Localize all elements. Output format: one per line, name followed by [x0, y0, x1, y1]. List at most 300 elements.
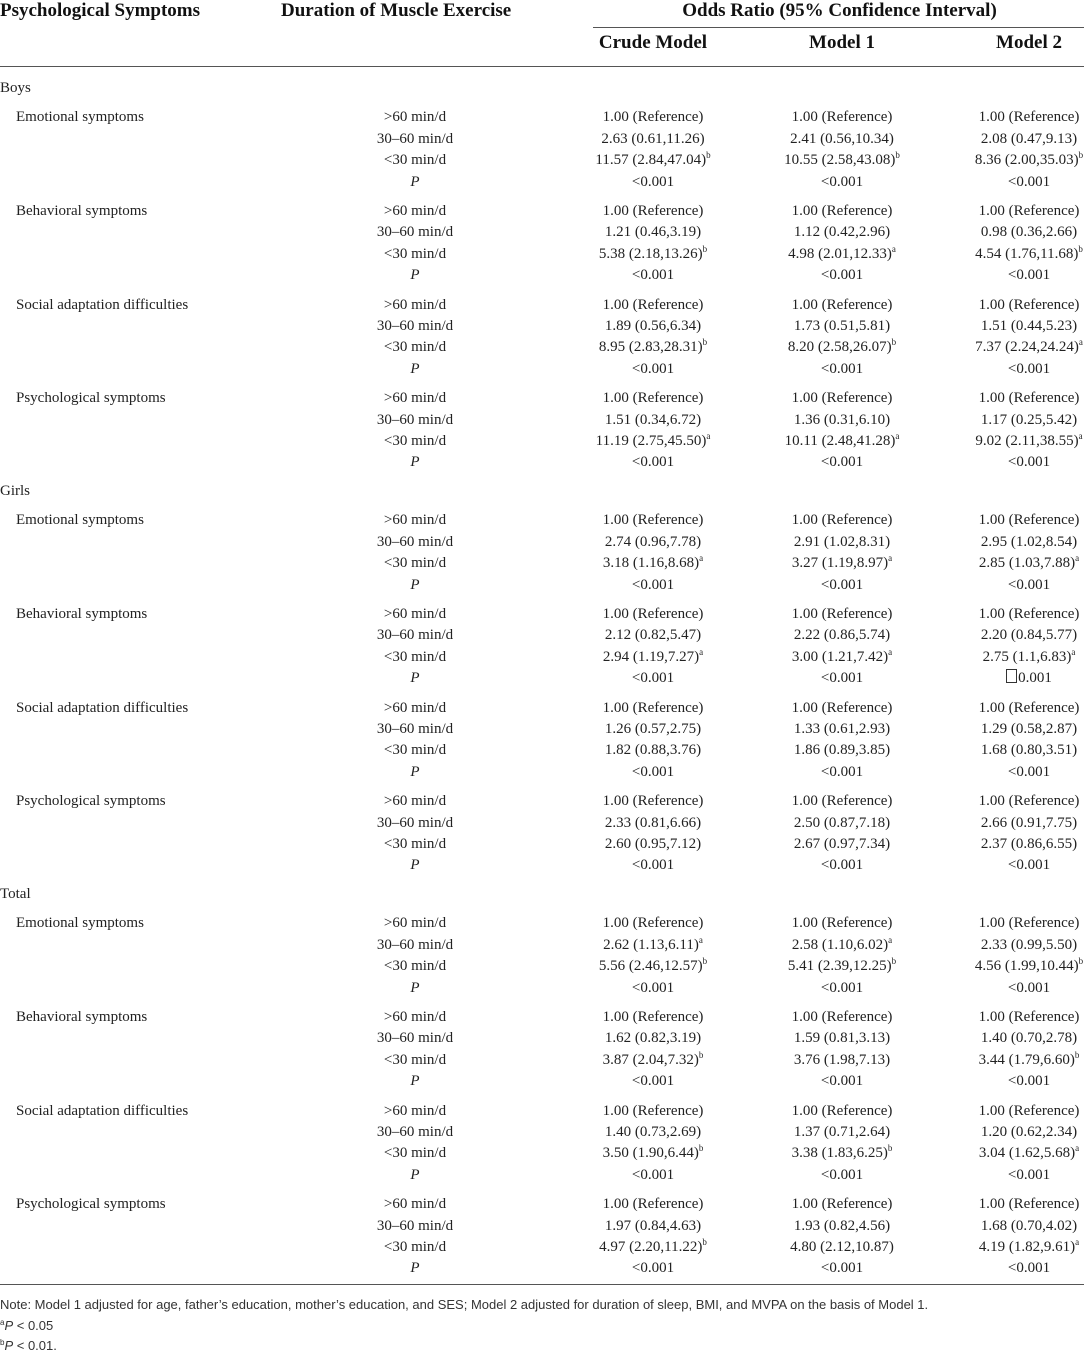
cell-crude	[553, 668, 753, 689]
cell-m2	[929, 575, 1084, 596]
cell-value: 3.50 (1.90,6.44)	[602, 1145, 699, 1162]
significance-marker: b	[706, 150, 711, 161]
cell-crude	[553, 625, 753, 646]
cell-crude	[553, 150, 753, 171]
cell-m1	[742, 855, 942, 876]
cell-value: 1.00 (Reference)	[602, 1196, 704, 1213]
cell-value: 1.00 (Reference)	[978, 1196, 1080, 1213]
cell-m1	[742, 1258, 942, 1279]
cell-m2	[929, 452, 1084, 473]
cell-m2	[929, 150, 1084, 171]
cell-value: 4.98 (2.01,12.33)	[788, 245, 892, 262]
cell-value: <0.001	[631, 1260, 675, 1277]
cell-value: 2.67 (0.97,7.34)	[793, 836, 891, 852]
cell-m2	[929, 978, 1084, 999]
cell-value: <0.001	[631, 1073, 675, 1090]
cell-m1	[742, 935, 942, 956]
cell-m1	[742, 1007, 942, 1028]
cell-m1	[742, 668, 942, 689]
cell-crude	[553, 855, 753, 876]
cell-crude	[553, 388, 753, 409]
cell-crude	[553, 316, 753, 337]
cell-value: 2.60 (0.95,7.12)	[604, 836, 702, 852]
cell-value: 2.08 (0.47,9.13)	[980, 130, 1078, 147]
cell-m2	[929, 222, 1084, 243]
cell-value: <0.001	[1007, 763, 1051, 780]
cell-value: 1.00 (Reference)	[602, 1009, 704, 1025]
duration-cell: 30–60 min/d	[376, 533, 454, 550]
cell-value: 4.80 (2.12,10.87)	[790, 1239, 894, 1255]
cell-m2	[929, 1237, 1084, 1258]
cell-m2	[929, 172, 1084, 193]
cell-m2	[929, 1143, 1084, 1164]
cell-value: <0.001	[631, 454, 675, 471]
significance-marker: b	[702, 243, 708, 254]
cell-crude	[553, 410, 753, 431]
cell-m1	[742, 956, 942, 977]
cell-value: 1.40 (0.73,2.69)	[604, 1124, 702, 1140]
duration-cell: >60 min/d	[383, 793, 447, 810]
cell-m2	[929, 553, 1084, 574]
cell-value: 3.87 (2.04,7.32)	[602, 1051, 699, 1068]
cell-crude	[553, 107, 753, 128]
cell-m1	[742, 129, 942, 150]
duration-cell: 30–60 min/d	[376, 411, 454, 428]
cell-value: 1.00 (Reference)	[978, 793, 1080, 810]
p-label: P	[410, 670, 420, 687]
cell-value: 1.00 (Reference)	[602, 1102, 704, 1119]
cell-crude	[553, 431, 753, 452]
cell-m2	[929, 791, 1084, 812]
significance-marker: b	[702, 1237, 707, 1247]
cell-value: 8.95 (2.83,28.31)	[598, 339, 703, 356]
cell-crude	[553, 834, 753, 855]
duration-cell: 30–60 min/d	[376, 130, 454, 147]
duration-cell: <30 min/d	[383, 245, 447, 262]
duration-cell: 30–60 min/d	[376, 1124, 454, 1140]
significance-marker: b	[1078, 243, 1083, 254]
cell-m1	[742, 107, 942, 128]
p-label: P	[410, 267, 420, 284]
cell-value: 1.00 (Reference)	[602, 606, 704, 622]
header-group-rule	[593, 27, 1084, 28]
cell-m2	[929, 532, 1084, 553]
cell-m2	[929, 762, 1084, 783]
significance-marker: a	[895, 431, 900, 441]
cell-m1	[742, 553, 942, 574]
header-odds-ratio-group: Odds Ratio (95% Confidence Interval)	[682, 0, 997, 21]
cell-value: 4.97 (2.20,11.22)	[599, 1239, 703, 1255]
cell-value: 1.00 (Reference)	[791, 512, 893, 529]
cell-value: 2.94 (1.19,7.27)	[602, 648, 700, 665]
cell-value: 1.00 (Reference)	[791, 390, 893, 407]
significance-marker: a	[1075, 1143, 1080, 1154]
cell-value: 2.50 (0.87,7.18)	[793, 814, 891, 831]
cell-value: <0.001	[820, 670, 864, 687]
cell-value: 5.41 (2.39,12.25)	[787, 958, 892, 975]
cell-value: 2.22 (0.86,5.74)	[793, 627, 891, 644]
cell-crude	[553, 510, 753, 531]
cell-m2	[929, 1258, 1084, 1279]
cell-m1	[742, 337, 942, 358]
cell-m1	[742, 740, 942, 761]
significance-marker: b	[891, 337, 897, 348]
cell-m1	[742, 431, 942, 452]
cell-value: 1.97 (0.84,4.63)	[604, 1217, 702, 1234]
duration-cell: >60 min/d	[383, 699, 447, 716]
cell-value: 1.00 (Reference)	[602, 203, 704, 219]
cell-m1	[742, 1122, 942, 1143]
group-label: Social adaptation difficulties	[16, 1102, 189, 1119]
cell-value: 1.82 (0.88,3.76)	[604, 742, 702, 759]
cell-value: <0.001	[820, 360, 864, 377]
duration-cell: >60 min/d	[383, 1009, 447, 1025]
cell-m1	[742, 1101, 942, 1122]
cell-value: 10.11 (2.48,41.28)	[784, 433, 896, 449]
cell-crude	[553, 935, 753, 956]
duration-cell: <30 min/d	[383, 555, 447, 572]
cell-value: <0.001	[1007, 1166, 1051, 1183]
note-models: Note: Model 1 adjusted for age, father’s education, mother’s education, and SES; Model 2 adjusted for duration of sleep, BMI, and MVPA on the basis of Model 1.	[0, 1297, 929, 1312]
cell-value: <0.001	[820, 1260, 864, 1277]
cell-crude	[553, 1258, 753, 1279]
duration-cell: >60 min/d	[383, 1196, 447, 1213]
cell-value: <0.001	[1007, 173, 1051, 190]
cell-value: 1.00 (Reference)	[791, 1009, 893, 1025]
cell-crude	[553, 1216, 753, 1237]
cell-m2	[929, 740, 1084, 761]
cell-value: 2.66 (0.91,7.75)	[980, 814, 1078, 831]
cell-crude	[553, 532, 753, 553]
cell-m1	[742, 532, 942, 553]
cell-m2	[929, 1122, 1084, 1143]
cell-m2	[929, 1101, 1084, 1122]
cell-value: <0.001	[631, 1166, 675, 1183]
cell-value: 1.29 (0.58,2.87)	[980, 721, 1078, 737]
cell-m2	[929, 1194, 1084, 1215]
cell-m2	[929, 295, 1084, 316]
cell-value: 1.20 (0.62,2.34)	[980, 1124, 1078, 1140]
cell-value: 5.56 (2.46,12.57)	[598, 958, 703, 975]
group-label: Behavioral symptoms	[16, 203, 148, 219]
significance-marker: b	[1074, 1049, 1080, 1060]
cell-crude	[553, 553, 753, 574]
cell-m1	[742, 791, 942, 812]
cell-m2	[929, 668, 1084, 689]
duration-cell: >60 min/d	[383, 915, 447, 932]
cell-m1	[742, 1028, 942, 1049]
missing-glyph-icon	[1006, 669, 1017, 683]
significance-marker: b	[891, 956, 897, 967]
cell-value: 2.37 (0.86,6.55)	[980, 836, 1078, 852]
significance-marker: a	[891, 243, 896, 254]
cell-value: 3.00 (1.21,7.42)	[791, 648, 889, 665]
cell-value: <0.001	[631, 670, 675, 687]
significance-marker: b	[887, 1143, 893, 1154]
cell-value: 2.91 (1.02,8.31)	[793, 533, 891, 550]
cell-value: 1.00 (Reference)	[791, 109, 893, 126]
cell-m1	[742, 604, 942, 625]
cell-m2	[929, 647, 1084, 668]
cell-value: 2.41 (0.56,10.34)	[790, 130, 894, 147]
cell-crude	[553, 1237, 753, 1258]
significance-marker: b	[698, 1049, 704, 1060]
p-label: P	[410, 454, 420, 471]
cell-value: 1.00 (Reference)	[978, 296, 1080, 313]
duration-cell: >60 min/d	[383, 390, 447, 407]
cell-crude	[553, 337, 753, 358]
group-label: Psychological symptoms	[16, 793, 166, 810]
group-label: Emotional symptoms	[16, 109, 144, 126]
cell-m2	[929, 913, 1084, 934]
duration-cell: <30 min/d	[383, 433, 447, 449]
cell-value: 1.86 (0.89,3.85)	[793, 742, 891, 759]
cell-value: 2.75 (1.1,6.83)	[982, 648, 1072, 665]
cell-m1	[742, 1165, 942, 1186]
cell-value: 1.40 (0.70,2.78)	[980, 1030, 1078, 1047]
cell-m2	[929, 337, 1084, 358]
p-label: P	[410, 360, 420, 377]
cell-crude	[553, 604, 753, 625]
header-duration: Duration of Muscle Exercise	[281, 0, 512, 21]
cell-m2	[929, 1007, 1084, 1028]
cell-m2	[929, 813, 1084, 834]
cell-m2	[929, 698, 1084, 719]
duration-cell: <30 min/d	[383, 1239, 447, 1255]
cell-value: 8.20 (2.58,26.07)	[787, 339, 892, 356]
duration-cell: >60 min/d	[383, 296, 447, 313]
cell-m2	[929, 935, 1084, 956]
cell-crude	[553, 978, 753, 999]
header-bottom-rule	[0, 66, 1084, 67]
cell-crude	[553, 452, 753, 473]
cell-value: 2.33 (0.81,6.66)	[604, 814, 702, 831]
cell-m1	[742, 719, 942, 740]
cell-m1	[742, 388, 942, 409]
cell-value: <0.001	[1007, 979, 1051, 996]
duration-cell: <30 min/d	[383, 958, 447, 975]
cell-m1	[742, 625, 942, 646]
significance-marker: a	[699, 646, 704, 657]
cell-value: 1.12 (0.42,2.96)	[793, 224, 891, 241]
cell-value: <0.001	[820, 979, 864, 996]
cell-value: <0.001	[631, 267, 675, 284]
cell-m2	[929, 510, 1084, 531]
cell-value: 3.04 (1.62,5.68)	[978, 1145, 1076, 1162]
cell-m1	[742, 834, 942, 855]
duration-cell: <30 min/d	[383, 1051, 447, 1068]
cell-m2	[929, 1028, 1084, 1049]
cell-crude	[553, 1101, 753, 1122]
cell-value: 1.73 (0.51,5.81)	[793, 318, 891, 334]
cell-value: 3.18 (1.16,8.68)	[602, 555, 700, 572]
significance-marker: a	[1078, 431, 1083, 441]
cell-value: <0.001	[820, 763, 864, 780]
cell-m1	[742, 359, 942, 380]
cell-value: 1.00 (Reference)	[791, 203, 893, 219]
cell-value: <0.001	[1007, 576, 1051, 593]
cell-m1	[742, 762, 942, 783]
cell-crude	[553, 265, 753, 286]
cell-m2	[929, 1050, 1084, 1071]
cell-m1	[742, 244, 942, 265]
cell-value: <0.001	[820, 576, 864, 593]
significance-marker: a	[699, 553, 704, 564]
cell-crude	[553, 575, 753, 596]
significance-marker: b	[702, 337, 708, 348]
cell-value: 1.62 (0.82,3.19)	[604, 1030, 702, 1047]
cell-m2	[929, 956, 1084, 977]
cell-value: 3.27 (1.19,8.97)	[791, 555, 889, 572]
duration-cell: >60 min/d	[383, 203, 447, 219]
cell-crude	[553, 762, 753, 783]
cell-value: 1.00 (Reference)	[791, 699, 893, 716]
cell-m1	[742, 510, 942, 531]
cell-m2	[929, 1165, 1084, 1186]
cell-value: 1.51 (0.34,6.72)	[604, 411, 702, 428]
cell-value: <0.001	[1007, 267, 1051, 284]
p-label: P	[410, 1260, 420, 1277]
duration-cell: 30–60 min/d	[376, 224, 454, 241]
cell-m2	[929, 431, 1084, 452]
duration-cell: >60 min/d	[383, 512, 447, 529]
cell-m2	[929, 244, 1084, 265]
cell-value: 1.51 (0.44,5.23)	[980, 318, 1078, 334]
cell-value: 0.98 (0.36,2.66)	[980, 224, 1078, 241]
cell-m1	[742, 316, 942, 337]
cell-value: 8.36 (2.00,35.03)	[974, 152, 1079, 169]
table-bottom-rule	[0, 1284, 1084, 1285]
cell-crude	[553, 1071, 753, 1092]
duration-cell: >60 min/d	[383, 1102, 447, 1119]
cell-value: 1.33 (0.61,2.93)	[793, 721, 891, 737]
cell-value: 1.59 (0.81,3.13)	[793, 1030, 891, 1047]
cell-value: 1.00 (Reference)	[602, 296, 704, 313]
group-label: Behavioral symptoms	[16, 1009, 148, 1025]
cell-value: 4.54 (1.76,11.68)	[975, 245, 1079, 262]
p-label: P	[410, 979, 420, 996]
duration-cell: >60 min/d	[383, 109, 447, 126]
cell-crude	[553, 956, 753, 977]
cell-m1	[742, 1143, 942, 1164]
cell-m1	[742, 222, 942, 243]
cell-m2	[929, 604, 1084, 625]
significance-marker: a	[706, 431, 711, 441]
cell-m1	[742, 1071, 942, 1092]
cell-value: <0.001	[820, 173, 864, 190]
cell-crude	[553, 813, 753, 834]
cell-value: 3.44 (1.79,6.60)	[978, 1051, 1075, 1068]
cell-crude	[553, 913, 753, 934]
cell-value: 1.89 (0.56,6.34)	[604, 318, 702, 334]
cell-m2	[929, 201, 1084, 222]
cell-m1	[742, 295, 942, 316]
duration-cell: 30–60 min/d	[376, 936, 454, 953]
cell-value: 1.00 (Reference)	[978, 606, 1080, 622]
cell-value: 2.33 (0.99,5.50)	[980, 936, 1078, 953]
significance-marker: a	[698, 934, 703, 945]
duration-cell: <30 min/d	[383, 339, 447, 356]
cell-value: 2.20 (0.84,5.77)	[980, 627, 1078, 644]
duration-cell: <30 min/d	[383, 152, 447, 169]
note-a: $^a$P < 0.05	[0, 1318, 54, 1333]
significance-marker: b	[1078, 150, 1084, 161]
cell-crude	[553, 1007, 753, 1028]
cell-crude	[553, 719, 753, 740]
cell-m1	[742, 1194, 942, 1215]
cell-value: <0.001	[820, 857, 864, 874]
cell-crude	[553, 647, 753, 668]
cell-m2	[929, 316, 1084, 337]
cell-value: 4.19 (1.82,9.61)	[978, 1239, 1076, 1255]
cell-m1	[742, 1237, 942, 1258]
header-crude-model: Crude Model	[598, 32, 708, 53]
cell-value: <0.001	[631, 763, 675, 780]
cell-value: 1.00 (Reference)	[978, 1102, 1080, 1119]
cell-value: 1.36 (0.31,6.10)	[793, 411, 891, 428]
cell-value: <0.001	[820, 454, 864, 471]
cell-crude	[553, 698, 753, 719]
cell-value: 1.00 (Reference)	[602, 915, 704, 932]
cell-value: 1.00 (Reference)	[791, 793, 893, 810]
cell-value: <0.001	[1007, 857, 1051, 874]
cell-value: 1.00 (Reference)	[602, 793, 704, 810]
cell-crude	[553, 1050, 753, 1071]
header-model-2: Model 2	[996, 32, 1062, 53]
group-label: Emotional symptoms	[16, 512, 144, 529]
cell-m2	[929, 410, 1084, 431]
cell-crude	[553, 359, 753, 380]
cell-value: 1.00 (Reference)	[602, 390, 704, 407]
significance-marker: b	[1078, 956, 1084, 967]
note-b: $^b$P < 0.01.	[0, 1338, 57, 1353]
significance-marker: a	[888, 553, 893, 564]
cell-crude	[553, 1122, 753, 1143]
duration-cell: 30–60 min/d	[376, 318, 454, 334]
cell-m1	[742, 452, 942, 473]
cell-value: 9.02 (2.11,38.55)	[975, 433, 1079, 449]
cell-m1	[742, 1216, 942, 1237]
cell-value: 2.95 (1.02,8.54)	[980, 533, 1078, 550]
duration-cell: 30–60 min/d	[376, 1030, 454, 1047]
section-label: Boys	[0, 80, 31, 96]
cell-m2	[929, 107, 1084, 128]
cell-m1	[742, 172, 942, 193]
cell-value: 2.58 (1.10,6.02)	[791, 936, 889, 953]
cell-m1	[742, 575, 942, 596]
duration-cell: <30 min/d	[383, 836, 447, 852]
cell-value: 1.00 (Reference)	[978, 390, 1080, 407]
cell-value: <0.001	[631, 857, 675, 874]
cell-value: <0.001	[820, 267, 864, 284]
cell-m2	[929, 834, 1084, 855]
cell-crude	[553, 172, 753, 193]
cell-m1	[742, 698, 942, 719]
cell-value: 1.00 (Reference)	[602, 512, 704, 529]
group-label: Social adaptation difficulties	[16, 699, 189, 716]
significance-marker: b	[698, 1143, 704, 1154]
cell-value: 1.00 (Reference)	[978, 203, 1080, 219]
cell-m2	[929, 719, 1084, 740]
p-label: P	[410, 763, 420, 780]
cell-crude	[553, 1194, 753, 1215]
cell-value: 10.55 (2.58,43.08)	[784, 152, 896, 169]
significance-marker: a	[888, 934, 893, 945]
cell-value: 1.00 (Reference)	[978, 109, 1080, 126]
cell-value: 1.00 (Reference)	[791, 1196, 893, 1213]
cell-value: 1.00 (Reference)	[602, 699, 704, 716]
group-label: Behavioral symptoms	[16, 606, 148, 622]
